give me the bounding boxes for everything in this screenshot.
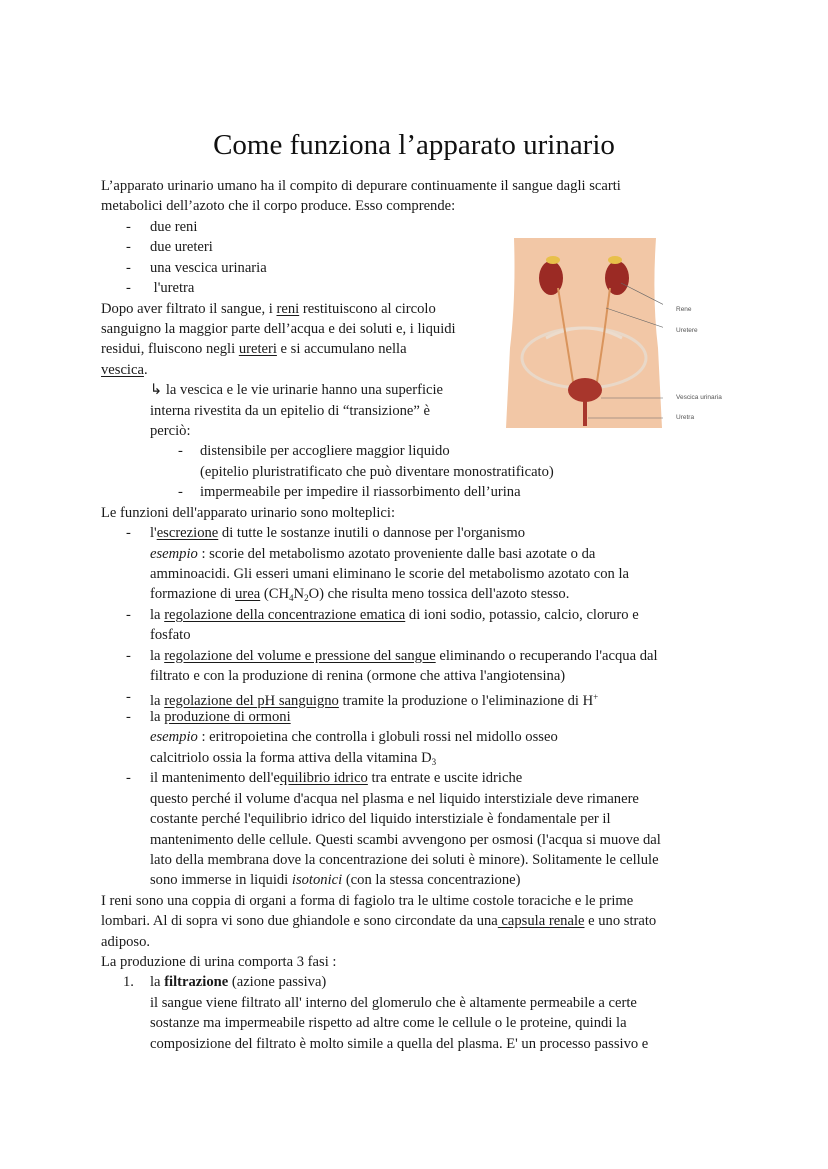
bullet-item-line xyxy=(101,707,741,727)
text-segment: L’apparato urinario umano ha il compito di depurare continuamente il sangue dagli scarti xyxy=(101,178,621,194)
text-segment: (con la stessa concentrazione) xyxy=(342,872,521,889)
line-text xyxy=(101,911,656,931)
text-segment: eliminando o recuperando l'acqua dal xyxy=(435,647,658,664)
text-segment: mantenimento delle cellule. Questi scambi avvengono per osmosi (l'acqua si muove dal xyxy=(150,831,661,848)
line-text xyxy=(150,625,191,645)
text-segment: sanguigno la maggior parte dell’acqua e dei soluti e, i liquidi xyxy=(101,320,456,337)
bullet-dash: - xyxy=(126,647,131,664)
underlined-term: urea xyxy=(235,586,261,603)
text-line xyxy=(101,666,741,686)
bullet-dash: - xyxy=(126,708,131,725)
bullet-item-line xyxy=(101,768,741,788)
text-segment: metabolici dell’azoto che il corpo produce. Esso comprende: xyxy=(101,198,456,215)
text-segment: I reni sono una coppia di organi a forma di fagiolo tra le ultime costole toraciche e le prime xyxy=(101,892,634,909)
text-segment: la xyxy=(150,647,165,664)
text-segment: : eritropoietina che controlla i globuli rossi nel midollo osseo xyxy=(197,729,558,746)
text-segment: sono immerse in liquidi xyxy=(150,872,292,889)
text-segment: perciò: xyxy=(150,423,191,440)
bullet-item-line xyxy=(101,646,741,666)
numbered-item-line xyxy=(101,972,741,992)
line-text xyxy=(101,176,621,196)
subscript: 2 xyxy=(304,593,309,604)
line-text xyxy=(150,217,197,237)
text-segment: la xyxy=(150,974,165,991)
line-text xyxy=(150,380,443,400)
bullet-item-line xyxy=(101,687,741,707)
text-line xyxy=(101,176,741,196)
line-text xyxy=(150,870,520,890)
bullet-dash: - xyxy=(126,218,131,235)
text-segment: due reni xyxy=(150,218,198,235)
line-text xyxy=(150,237,213,257)
text-segment: Dopo aver filtrato il sangue, i xyxy=(101,300,277,317)
text-segment: . xyxy=(143,361,148,378)
underlined-term: regolazione della concentrazione ematica xyxy=(164,606,406,623)
bullet-dash: - xyxy=(126,280,131,297)
underlined-term: produzione di ormoni xyxy=(164,708,291,725)
text-segment: O) che risulta meno tossica dell'azoto stesso. xyxy=(308,586,570,603)
line-text xyxy=(101,891,633,911)
text-line xyxy=(101,789,741,809)
text-segment: il sangue viene filtrato all' interno del glomerulo che è altamente permeabile a certe xyxy=(150,994,637,1011)
underlined-term: reni xyxy=(276,300,300,317)
text-segment: residui, fluiscono negli xyxy=(101,341,239,358)
text-line xyxy=(101,544,741,564)
text-segment: ↳ la vescica e le vie urinarie hanno una superficie xyxy=(150,382,444,399)
text-line xyxy=(101,727,741,747)
line-text xyxy=(101,339,407,359)
italic-text: esempio xyxy=(150,545,198,562)
urinary-system-drawing xyxy=(506,238,663,428)
line-text xyxy=(150,401,430,421)
subscript: 3 xyxy=(431,756,437,767)
text-line xyxy=(101,850,741,870)
bullet-dash: - xyxy=(126,606,131,623)
text-segment: tramite la produzione o l'eliminazione di H xyxy=(338,692,594,709)
text-segment: costante perché l'equilibrio idrico del liquido interstiziale è fondamentale per il xyxy=(150,811,611,828)
line-text xyxy=(150,1013,627,1033)
text-segment: tra entrate e uscite idriche xyxy=(367,770,523,787)
text-segment: di tutte le sostanze inutili o dannose per l'organismo xyxy=(218,525,526,542)
text-line xyxy=(101,564,741,584)
text-segment: composizione del filtrato è molto simile a quella del plasma. E' un processo passivo e xyxy=(150,1035,649,1052)
text-segment: (azione passiva) xyxy=(228,974,327,991)
text-segment: e uno strato xyxy=(584,913,657,930)
bullet-item-line xyxy=(101,217,741,237)
text-segment: (epitelio pluristratificato che può diventare monostratificato) xyxy=(200,463,554,480)
text-segment: la xyxy=(150,692,165,709)
text-segment: questo perché il volume d'acqua nel plasma e nel liquido interstiziale deve rimanere xyxy=(150,790,639,807)
label-uretra: Uretra xyxy=(676,414,695,421)
bullet-item-line xyxy=(101,523,741,543)
line-text xyxy=(200,462,554,482)
line-text xyxy=(150,278,194,298)
bullet-dash: - xyxy=(126,239,131,256)
label-uretere: Uretere xyxy=(676,327,698,334)
italic-text: esempio xyxy=(150,729,198,746)
text-line xyxy=(101,1013,741,1033)
line-text xyxy=(150,605,639,625)
text-line xyxy=(101,932,741,952)
bullet-item-line xyxy=(101,482,741,502)
line-text xyxy=(150,789,639,809)
text-segment: di ioni sodio, potassio, calcio, cloruro e xyxy=(405,606,639,623)
line-text xyxy=(200,482,521,502)
line-text xyxy=(150,564,629,584)
line-text xyxy=(101,196,455,216)
line-text xyxy=(150,727,558,747)
text-line xyxy=(101,870,741,890)
line-text xyxy=(150,830,661,850)
line-text xyxy=(150,258,267,278)
underlined-term: regolazione del pH sanguigno xyxy=(164,692,339,709)
line-text xyxy=(101,503,395,523)
text-line xyxy=(101,503,741,523)
underlined-term: escrezione xyxy=(156,525,219,542)
line-text xyxy=(101,360,148,380)
text-line xyxy=(101,625,741,645)
text-line xyxy=(101,809,741,829)
underlined-term: ureteri xyxy=(238,341,277,358)
bullet-dash: - xyxy=(178,484,183,501)
bullet-item-line xyxy=(101,441,741,461)
text-segment: e si accumulano nella xyxy=(276,341,407,358)
label-rene: Rene xyxy=(676,306,692,313)
bullet-dash: - xyxy=(126,259,131,276)
label-vescica-urinaria: Vescica urinaria xyxy=(676,394,722,401)
line-text xyxy=(101,932,150,952)
text-segment: impermeabile per impedire il riassorbimento dell’urina xyxy=(200,484,521,501)
line-text xyxy=(150,707,291,727)
line-text xyxy=(150,993,637,1013)
bullet-dash: - xyxy=(126,688,131,705)
text-line xyxy=(101,911,741,931)
page-title: Come funziona l’apparato urinario xyxy=(213,129,615,161)
text-segment: N xyxy=(293,586,305,603)
text-line xyxy=(101,891,741,911)
superscript: + xyxy=(593,691,599,702)
text-segment: Le funzioni dell'apparato urinario sono molteplici: xyxy=(101,504,396,521)
text-line xyxy=(101,196,741,216)
line-text xyxy=(150,646,658,666)
text-segment: calcitriolo ossia la forma attiva della vitamina D xyxy=(150,749,432,766)
subscript: 4 xyxy=(289,593,294,604)
text-segment: interna rivestita da un epitelio di “transizione” è xyxy=(150,402,431,419)
underlined-term: regolazione del volume e pressione del sangue xyxy=(164,647,436,664)
line-text xyxy=(150,1034,648,1054)
urinary-system-illustration xyxy=(506,238,663,428)
list-number: 1. xyxy=(123,974,134,991)
bold-term: filtrazione xyxy=(164,974,229,991)
underlined-term: vescica xyxy=(101,361,144,378)
line-text xyxy=(150,972,326,992)
text-line xyxy=(101,462,741,482)
bullet-item-line xyxy=(101,605,741,625)
text-segment: l' xyxy=(150,525,157,542)
text-line xyxy=(101,1034,741,1054)
bullet-dash: - xyxy=(126,770,131,787)
text-segment: lombari. Al di sopra vi sono due ghiandole e sono circondate da una xyxy=(101,913,498,930)
text-segment: restituiscono al circolo xyxy=(299,300,436,317)
line-text xyxy=(150,666,565,686)
text-segment: sostanze ma impermeabile rispetto ad altre come le cellule o le proteine, quindi la xyxy=(150,1015,627,1032)
line-text xyxy=(150,768,522,788)
line-text xyxy=(101,952,336,972)
line-text xyxy=(101,319,456,339)
text-segment: due ureteri xyxy=(150,239,213,256)
text-segment: adiposo. xyxy=(101,933,151,950)
text-line xyxy=(101,993,741,1013)
text-segment: : scorie del metabolismo azotato proveniente dalle basi azotate o da xyxy=(197,545,596,562)
text-segment: l'uretra xyxy=(150,280,195,297)
text-line xyxy=(101,748,741,768)
bullet-dash: - xyxy=(178,443,183,460)
text-line xyxy=(101,952,741,972)
text-line xyxy=(101,584,741,604)
text-line xyxy=(101,830,741,850)
text-segment: la xyxy=(150,708,165,725)
text-segment: amminoacidi. Gli esseri umani eliminano le scorie del metabolismo azotato con la xyxy=(150,566,630,583)
text-segment: filtrato e con la produzione di renina (ormone che attiva l'angiotensina) xyxy=(150,668,566,685)
text-segment: distensibile per accogliere maggior liquido xyxy=(200,443,450,460)
italic-text: isotonici xyxy=(291,872,343,889)
text-segment: fosfato xyxy=(150,627,191,644)
line-text xyxy=(150,421,191,441)
line-text xyxy=(150,523,525,543)
bullet-dash: - xyxy=(126,525,131,542)
text-segment: (CH xyxy=(260,586,290,603)
line-text xyxy=(150,809,611,829)
line-text xyxy=(150,544,595,564)
line-text xyxy=(200,441,450,461)
text-segment: formazione di xyxy=(150,586,236,603)
text-segment: la xyxy=(150,606,165,623)
text-segment: La produzione di urina comporta 3 fasi : xyxy=(101,954,337,971)
text-segment: lato della membrana dove la concentrazione dei soluti è minore). Solitamente le cellule xyxy=(150,851,659,868)
underlined-term: quilibrio idrico xyxy=(279,770,368,787)
text-segment: il mantenimento dell'e xyxy=(150,770,280,787)
text-segment: una vescica urinaria xyxy=(150,259,267,276)
underlined-term: capsula renale xyxy=(497,913,585,930)
line-text xyxy=(150,850,659,870)
line-text xyxy=(101,299,436,319)
